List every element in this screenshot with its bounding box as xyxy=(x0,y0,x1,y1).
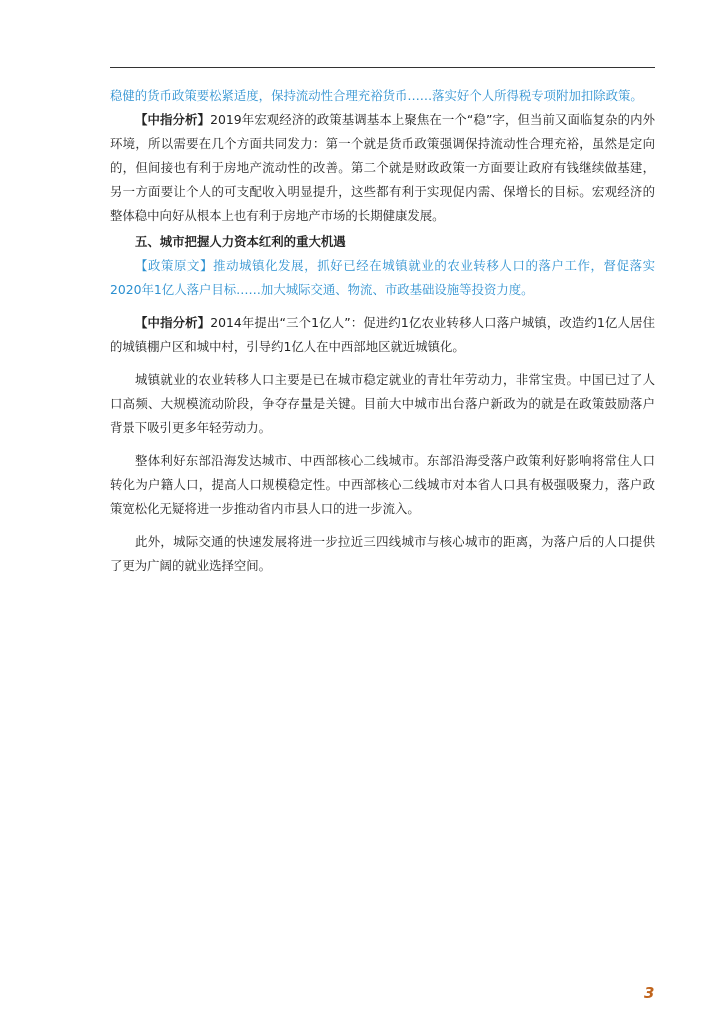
analysis-paragraph-2 xyxy=(110,311,655,359)
body-paragraph-3: 城镇就业的农业转移人口主要是已在城市稳定就业的青壮年劳动力，非常宝贵。中国已过了人口高频、大规模流动阶段，争夺存量是关键。目前大中城市出台落户新政为的就是在政策鼓励落户背景下吸引更多年轻劳动力。 xyxy=(110,372,655,435)
page-number: 3 xyxy=(644,984,655,1002)
header-rule xyxy=(110,67,655,68)
policy-quote-continuation: 稳健的货币政策要松紧适度，保持流动性合理充裕货币……落实好个人所得税专项附加扣除政策。 xyxy=(110,88,643,103)
analysis-text: 2014年提出“三个1亿人”：促进约1亿农业转移人口落户城镇，改造约1亿人居住的城镇棚户区和城中村，引导约1亿人在中西部地区就近城镇化。 xyxy=(110,315,656,354)
body-paragraph-4: 整体利好东部沿海发达城市、中西部核心二线城市。东部沿海受落户政策利好影响将常住人口转化为户籍人口，提高人口规模稳定性。中西部核心二线城市对本省人口具有极强吸聚力，落户政策宽松化无疑将进一步推动省内市县人口的进一步流入。 xyxy=(110,453,655,516)
policy-original-text: 【政策原文】推动城镇化发展，抓好已经在城镇就业的农业转移人口的落户工作，督促落实2020年1亿人落户目标……加大城际交通、物流、市政基础设施等投资力度。 xyxy=(110,258,655,297)
analysis-tag: 【中指分析】 xyxy=(135,315,211,330)
analysis-tag: 【中指分析】 xyxy=(135,112,211,127)
body-paragraph-5: 此外，城际交通的快速发展将进一步拉近三四线城市与核心城市的距离，为落户后的人口提供了更为广阔的就业选择空间。 xyxy=(110,534,655,573)
document-body xyxy=(110,84,655,578)
analysis-paragraph-1 xyxy=(110,108,655,228)
section-heading: 五、城市把握人力资本红利的重大机遇 xyxy=(135,234,346,249)
analysis-text: 2019年宏观经济的政策基调基本上聚焦在一个“稳”字，但当前又面临复杂的内外环境，所以需要在几个方面共同发力：第一个就是货币政策强调保持流动性合理充裕，虽然是定向的，但间接也有利于房地产流动性的改善。第二个就是财政政策一方面要让政府有钱继续做基建，另一方面要让个人的可支配收入明显提升，这些都有利于实现促内需、保增长的目标。宏观经济的整体稳中向好从根本上也有利于房地产市场的长期健康发展。 xyxy=(110,112,655,223)
